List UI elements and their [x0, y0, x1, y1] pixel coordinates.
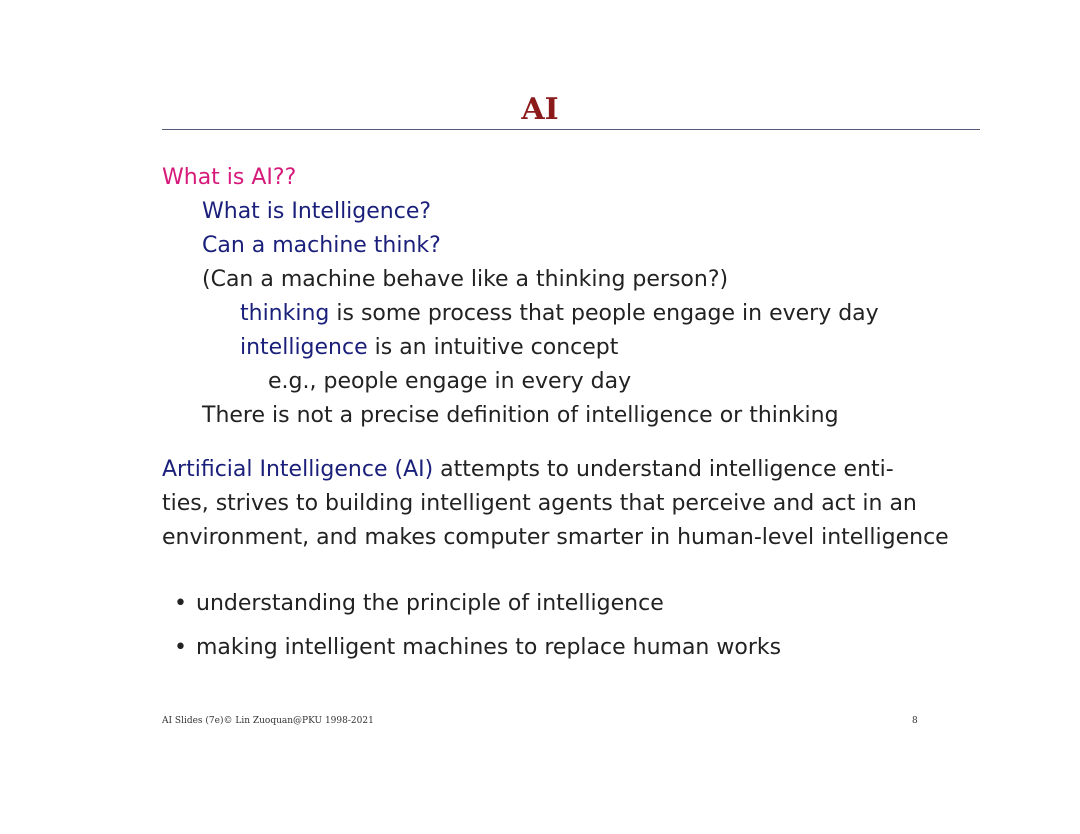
thinking-line: [240, 300, 879, 328]
bullet-marker: •: [174, 591, 187, 616]
no-definition-line: There is not a precise definition of intelligence or thinking: [202, 403, 839, 428]
definition-line-1: [162, 456, 894, 484]
definition-line-2: ties, strives to building intelligent agents that perceive and act in an: [162, 491, 917, 516]
question-machine-behave: (Can a machine behave like a thinking person?): [202, 267, 729, 292]
intelligence-term: intelligence: [240, 335, 368, 360]
slide-title: AI: [521, 92, 559, 127]
example-line: e.g., people engage in every day: [268, 369, 632, 394]
thinking-description: is some process that people engage in every day: [329, 301, 879, 326]
question-heading: What is AI??: [162, 165, 297, 190]
definition-line-3: environment, and makes computer smarter in human-level intelligence: [162, 525, 949, 550]
question-intelligence: What is Intelligence?: [202, 199, 432, 224]
page-number: 8: [912, 716, 918, 726]
question-machine-think: Can a machine think?: [202, 233, 441, 258]
definition-line-1-rest: attempts to understand intelligence enti-: [433, 457, 894, 482]
title-rule: [162, 129, 980, 130]
thinking-term: thinking: [240, 301, 330, 326]
bullet-item: making intelligent machines to replace human works: [196, 635, 782, 660]
bullet-marker: •: [174, 635, 187, 660]
bullet-item: understanding the principle of intelligence: [196, 591, 664, 616]
intelligence-line: [240, 334, 618, 362]
intelligence-description: is an intuitive concept: [367, 335, 619, 360]
footer-credit: AI Slides (7e)© Lin Zuoquan@PKU 1998-2021: [162, 716, 374, 726]
ai-term: Artificial Intelligence (AI): [162, 457, 434, 482]
